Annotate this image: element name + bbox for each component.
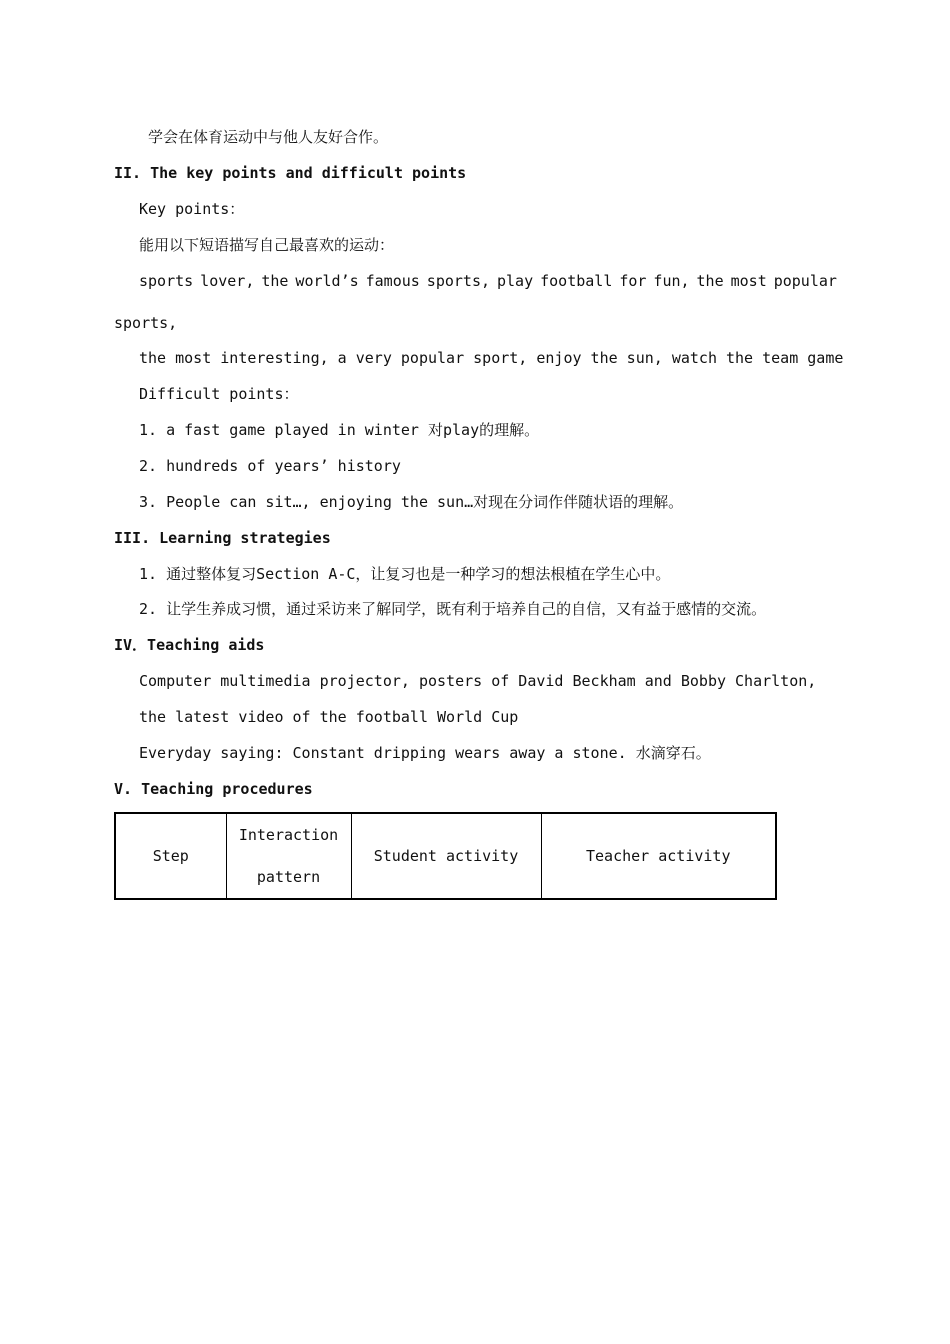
phrases-line-1	[139, 271, 837, 291]
everyday-saying: Everyday saying: Constant dripping wears away a stone. 水滴穿石。	[139, 744, 711, 762]
phrase-word: football	[540, 272, 613, 290]
header-interaction-line2: pattern	[256, 868, 321, 886]
strategy-item: 1. 通过整体复习Section A-C，让复习也是一种学习的想法根植在学生心中。	[139, 565, 671, 583]
key-points-intro: 能用以下短语描写自己最喜欢的运动：	[139, 236, 395, 254]
phrase-word: the	[696, 272, 724, 290]
phrase-word: famous	[365, 272, 420, 290]
table-header-row	[115, 813, 776, 899]
key-points-label: Key points：	[139, 200, 245, 218]
phrase-word: sports	[139, 272, 194, 290]
teaching-aid-line: Computer multimedia projector, posters of David Beckham and Bobby Charlton,	[139, 672, 817, 690]
section3-heading: III. Learning strategies	[114, 529, 331, 547]
difficult-item: 2. hundreds of years’ history	[139, 457, 401, 475]
header-interaction-line1: Interaction	[238, 826, 339, 844]
phrase-word: lover,	[200, 272, 255, 290]
phrase-word: play	[497, 272, 534, 290]
phrase-word: for	[619, 272, 647, 290]
section4-heading: IV．Teaching aids	[114, 636, 265, 654]
header-teacher-activity: Teacher activity	[541, 813, 776, 899]
strategy-item: 2. 让学生养成习惯，通过采访来了解同学，既有利于培养自己的自信，又有益于感情的交流。	[139, 600, 767, 618]
header-step: Step	[115, 813, 226, 899]
phrases-line-2: the most interesting, a very popular sport, enjoy the sun, watch the team game	[139, 349, 844, 367]
phrase-word: popular	[773, 272, 837, 290]
phrase-word: world’s	[295, 272, 359, 290]
difficult-item: 3. People can sit…, enjoying the sun…对现在分词作伴随状语的理解。	[139, 493, 684, 511]
difficult-item: 1. a fast game played in winter 对play的理解。	[139, 421, 540, 439]
phrase-word: fun,	[653, 272, 690, 290]
phrase-word: the	[261, 272, 289, 290]
teaching-aid-line: the latest video of the football World Cup	[139, 708, 519, 726]
difficult-points-label: Difficult points：	[139, 385, 299, 403]
section5-heading: V. Teaching procedures	[114, 780, 313, 798]
header-interaction-pattern	[226, 813, 351, 899]
intro-line: 学会在体育运动中与他人友好合作。	[148, 128, 389, 146]
phrase-word: most	[730, 272, 767, 290]
section2-heading: II. The key points and difficult points	[114, 164, 467, 182]
phrase-word: sports,	[426, 272, 491, 290]
procedures-table	[114, 812, 777, 900]
header-student-activity: Student activity	[351, 813, 541, 899]
phrases-line-1-wrap: sports,	[114, 314, 178, 332]
